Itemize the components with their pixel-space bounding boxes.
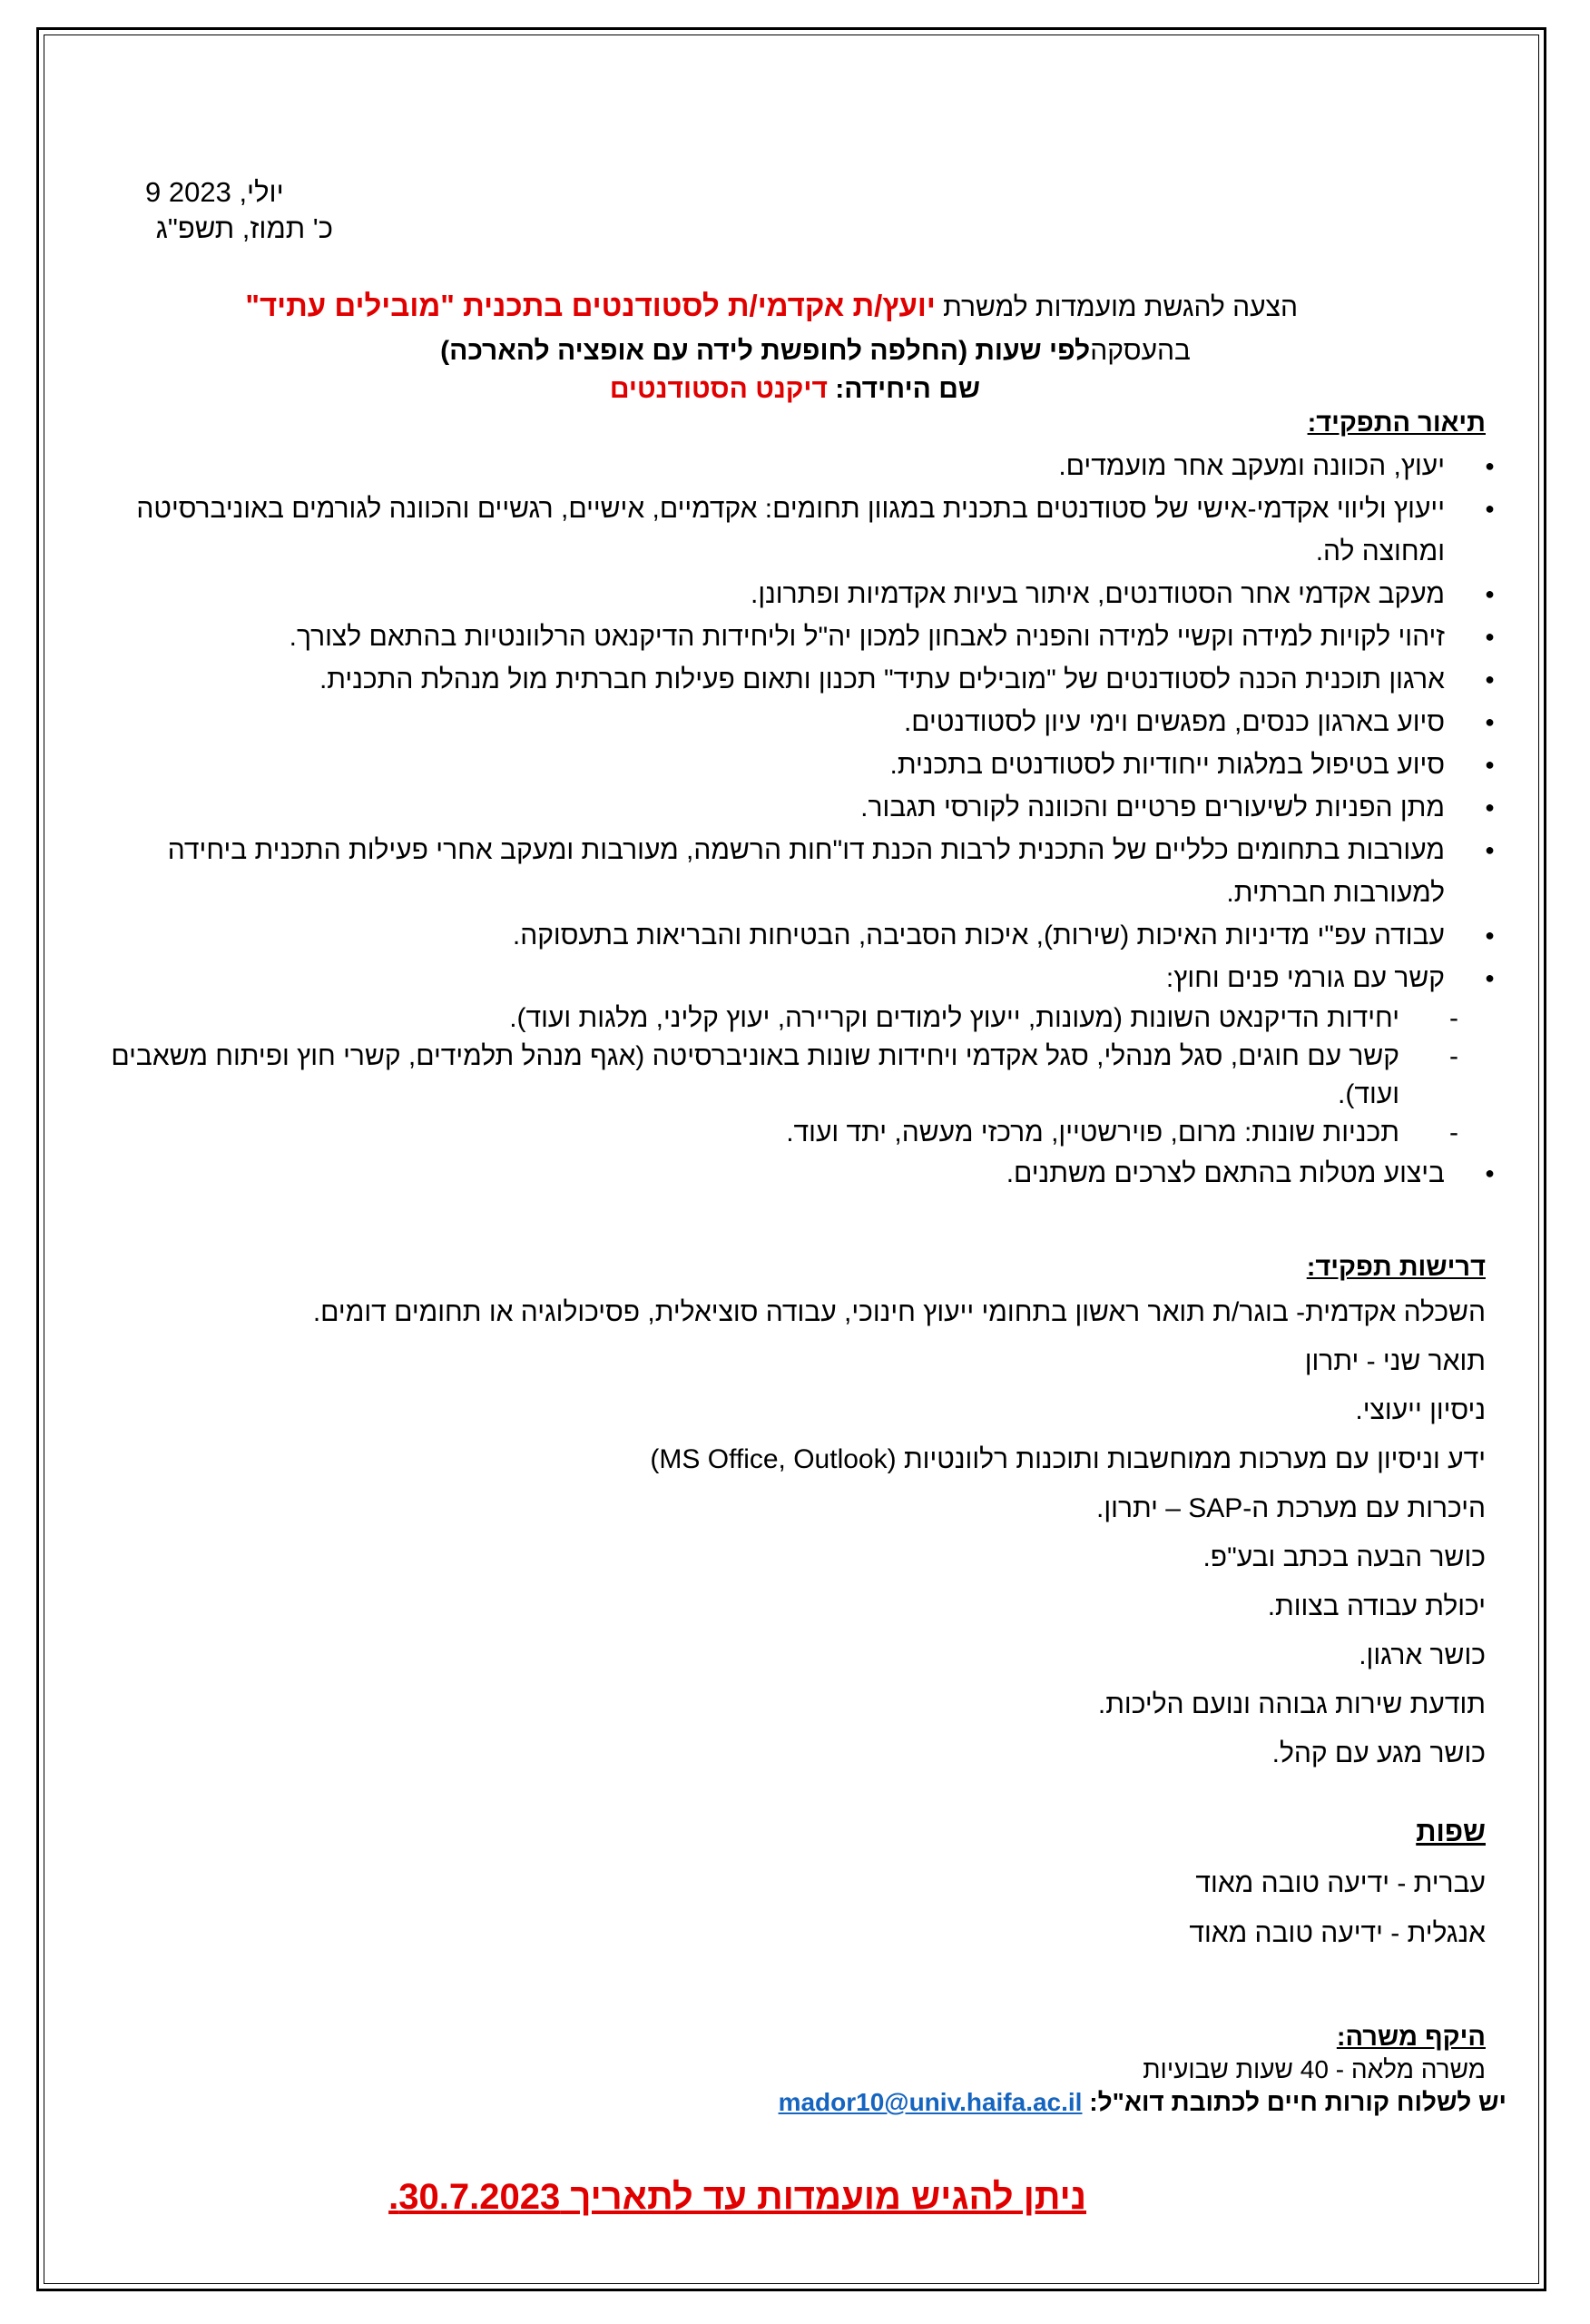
cv-label: יש לשלוח קורות חיים לכתובת דוא"ל:: [1089, 2088, 1507, 2116]
requirement-item: ידע וניסיון עם מערכות ממוחשבות ותוכנות רלוונטיות (MS Office, Outlook): [650, 1444, 1486, 1474]
requirement-item: השכלה אקדמית- בוגר/ת תואר ראשון בתחומי ייעוץ חינוכי, עבודה סוציאלית, פסיכולוגיה או תחומים דומים.: [312, 1297, 1486, 1327]
requirement-item: כושר הבעה בכתב ובע"פ.: [1202, 1542, 1486, 1572]
intro-prefix: הצעה להגשת מועמדות למשרת: [943, 292, 1298, 322]
requirement-item: יכולת עבודה בצוות.: [1267, 1591, 1486, 1621]
requirement-item: תואר שני - יתרון: [1304, 1346, 1486, 1376]
requirement-item: כושר מגע עם קהל.: [1271, 1738, 1486, 1768]
list-item: ● זיהוי לקויות למידה וקשיי למידה והפניה לאבחון למכון יה"ל וליחידות הדיקנאט הרלוונטיות בהתאם לצורך.: [70, 615, 1486, 658]
requirement-item: ניסיון ייעוצי.: [1355, 1395, 1486, 1425]
email-link[interactable]: mador10@univ.haifa.ac.il: [778, 2088, 1083, 2116]
role-description-heading: תיאור התפקיד:: [1307, 409, 1486, 438]
sub-list-item: - תכניות שונות: מרום, פוירשטיין, מרכזי מעשה, יתד ועוד.: [70, 1114, 1486, 1152]
list-item: ● סיוע בטיפול במלגות ייחודיות לסטודנטים בתכנית.: [70, 743, 1486, 786]
intro-line-1: [245, 289, 1298, 325]
list-item: ● מעורבות בתחומים כלליים של התכנית לרבות הכנת דו"חות הרשמה, מעורבות ומעקב אחרי פעילות התכנית ביחידה למעורבות חברתית.: [70, 829, 1486, 914]
list-item: ● עבודה עפ"י מדיניות האיכות (שירות), איכות הסביבה, הבטיחות והבריאות בתעסוקה.: [70, 914, 1486, 957]
deadline-notice: ניתן להגיש מועמדות עד לתאריך 30.7.2023.: [388, 2177, 1086, 2217]
list-item: ● יעוץ, הכוונה ומעקב אחר מועמדים.: [70, 445, 1486, 487]
sub-list-item: - קשר עם חוגים, סגל מנהלי, סגל אקדמי ויחידות שונות באוניברסיטה (אגף מנהל תלמידים, קשרי חוץ ופיתוח משאבים ועוד).: [70, 1038, 1486, 1114]
intro-line-3: [610, 372, 980, 407]
list-item: ● סיוע בארגון כנסים, מפגשים וימי עיון לסטודנטים.: [70, 701, 1486, 743]
scope-text: משרה מלאה - 40 שעות שבועיות: [1143, 2055, 1486, 2083]
requirement-item: תודעת שירות גבוהה ונועם הליכות.: [1097, 1689, 1486, 1719]
role-description-list: [70, 445, 1486, 1195]
list-item: ● מעקב אקדמי אחר הסטודנטים, איתור בעיות אקדמיות ופתרונן.: [70, 573, 1486, 615]
date-gregorian: 9 יולי, 2023: [145, 176, 284, 208]
requirements-heading: דרישות תפקיד:: [1306, 1253, 1486, 1282]
date-hebrew: כ' תמוז, תשפ"ג: [155, 212, 333, 244]
list-item: ● מתן הפניות לשיעורים פרטיים והכוונה לקורסי תגבור.: [70, 786, 1486, 829]
languages-heading: שפות: [1416, 1816, 1486, 1847]
employment-type: לפי שעות (החלפה לחופשת לידה עם אופציה להארכה): [440, 336, 1091, 366]
unit-name: דיקנט הסטודנטים: [609, 374, 828, 404]
list-item: ● ארגון תוכנית הכנה לסטודנטים של "מובילים עתיד" תכנון ותאום פעילות חברתית מול מנהלת התכנית.: [70, 658, 1486, 701]
cv-instruction: [779, 2088, 1507, 2117]
sub-list-item: - יחידות הדיקנאט השונות (מעונות, ייעוץ לימודים וקריירה, יעוץ קליני, מלגות ועוד).: [70, 1000, 1486, 1038]
intro-line-2: [440, 334, 1191, 369]
list-item: ● ייעוץ וליווי אקדמי-אישי של סטודנטים בתכנית במגוון תחומים: אקדמיים, אישיים, רגשיים והכוונה לגורמים באוניברסיטה ומחוצה לה.: [70, 487, 1486, 573]
requirement-item: היכרות עם מערכת ה-SAP – יתרון.: [1096, 1493, 1486, 1523]
scope-heading: היקף משרה:: [1336, 2023, 1486, 2052]
unit-label: שם היחידה:: [835, 374, 980, 404]
employment-prefix: בהעסקה: [1090, 336, 1191, 366]
job-title: יועץ/ת אקדמי/ת לסטודנטים בתכנית "מובילים עתיד": [245, 289, 936, 322]
list-item: ● קשר עם גורמי פנים וחוץ:: [70, 957, 1486, 1000]
language-item: עברית - ידיעה טובה מאוד: [1195, 1868, 1486, 1898]
language-item: אנגלית - ידיעה טובה מאוד: [1189, 1918, 1486, 1948]
list-item: ● ביצוע מטלות בהתאם לצרכים משתנים.: [70, 1152, 1486, 1195]
requirement-item: כושר ארגון.: [1359, 1640, 1486, 1670]
